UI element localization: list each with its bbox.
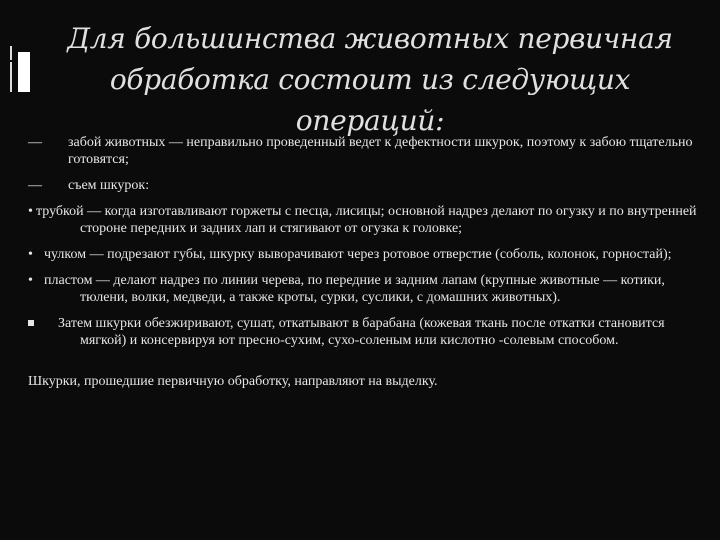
dash-marker: —	[28, 178, 42, 193]
item-text: Затем шкурки обезжиривают, сушат, откатывают в барабана (кожевая ткань после откатки становится мягкой) и консервируя ют пресно-сухим, сухо-соленым или кислотно -солевым способом.	[58, 316, 665, 348]
decorative-bar	[10, 62, 12, 92]
bullet-marker: •	[28, 273, 33, 288]
title-line: Для большинства животных первичная	[67, 22, 673, 55]
item-text: пластом — делают надрез по линии черева, по передние и задним лапам (крупные животные — котики, тюлени, волки, медведи, а также кроты, сурки, суслики, с домашних животных).	[44, 273, 665, 305]
bullet-marker: •	[28, 247, 33, 262]
decorative-bar	[10, 46, 12, 60]
title-line: обработка состоит из следующих операций:	[109, 63, 631, 137]
square-bullet-icon	[28, 320, 34, 326]
item-text: забой животных — неправильно проведенный ведет к дефектности шкурок, поэтому к забою тщательно готовятся;	[68, 135, 693, 167]
list-item	[28, 177, 700, 194]
bullet-marker: •	[28, 204, 33, 219]
item-text: чулком — подрезают губы, шкурку выворачивают через ротовое отверстие (соболь, колонок, горностай);	[44, 247, 672, 262]
slide-body	[28, 134, 700, 390]
slide-title	[60, 18, 680, 141]
list-item	[28, 203, 700, 237]
closing-text: Шкурки, прошедшие первичную обработку, направляют на выделку.	[28, 374, 438, 389]
item-text: съем шкурок:	[68, 178, 150, 193]
item-text: трубкой — когда изготавливают горжеты с песца, лисицы; основной надрез делают по огузку и по внутренней стороне передних и задних лап и стягивают от огузка к головке;	[36, 204, 697, 236]
list-item	[28, 315, 700, 349]
decorative-bar	[18, 52, 30, 92]
list-item	[28, 134, 700, 168]
list-item	[28, 272, 700, 306]
list-item	[28, 246, 700, 263]
dash-marker: —	[28, 135, 42, 150]
